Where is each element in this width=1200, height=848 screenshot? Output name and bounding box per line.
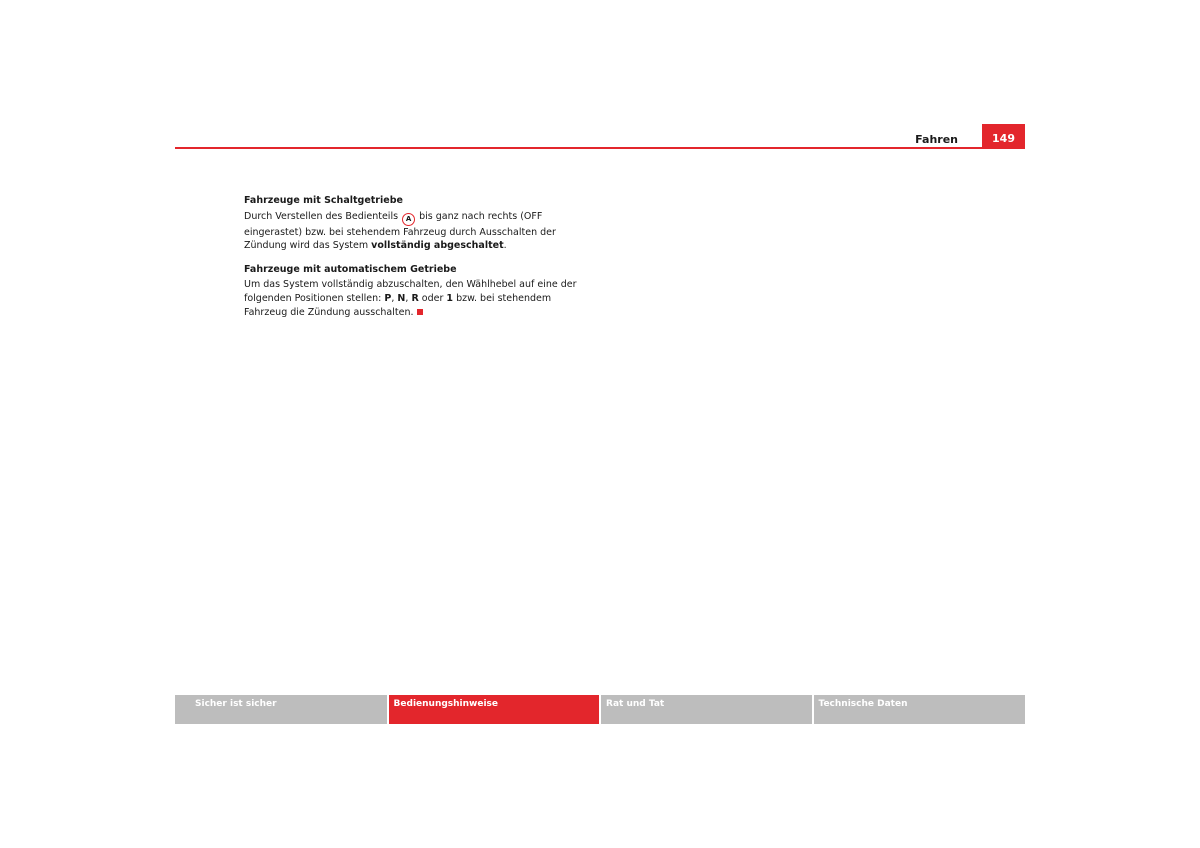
bold-phrase: vollständig abgeschaltet [371, 240, 504, 252]
footer-tab-sicher-ist-sicher[interactable]: Sicher ist sicher [175, 695, 387, 724]
section-text-automatic [244, 278, 594, 319]
footer-tab-rat-und-tat[interactable]: Rat und Tat [601, 695, 811, 724]
footer-navigation [175, 695, 1025, 724]
separator: , [405, 292, 409, 304]
section-heading-manual: Fahrzeuge mit Schaltgetriebe [244, 195, 403, 206]
gear-position-p: P [384, 292, 392, 304]
footer-tab-technische-daten[interactable]: Technische Daten [814, 695, 1025, 724]
text-part: bis ganz nach rechts (OFF eingerastet) bzw. bei stehendem Fahrzeug durch Ausschalten der Zündung wird das System [244, 210, 556, 252]
gear-position-n: N [397, 292, 406, 304]
text-part: . [503, 240, 507, 252]
text-part: bzw. bei stehendem Fahrzeug die Zündung ausschalten. [244, 292, 552, 318]
page-number: 149 [982, 124, 1025, 149]
separator: , [391, 292, 395, 304]
page-content [244, 194, 594, 329]
gear-position-1: 1 [446, 292, 454, 304]
chapter-title: Fahren [915, 133, 958, 146]
callout-a-icon: A [402, 213, 415, 226]
footer-tab-bedienungshinweise[interactable]: Bedienungshinweise [389, 695, 599, 724]
end-of-section-icon [417, 309, 423, 315]
text-part: oder [421, 292, 444, 304]
section-heading-automatic: Fahrzeuge mit automatischem Getriebe [244, 263, 457, 275]
header-rule [175, 147, 1025, 149]
text-part: Um das System vollständig abzuschalten, den Wählhebel auf eine der folgenden Positionen stellen: [244, 279, 577, 304]
text-part: Durch Verstellen des Bedienteils [244, 210, 399, 222]
section-text-manual [244, 210, 594, 253]
gear-position-r: R [411, 292, 419, 304]
